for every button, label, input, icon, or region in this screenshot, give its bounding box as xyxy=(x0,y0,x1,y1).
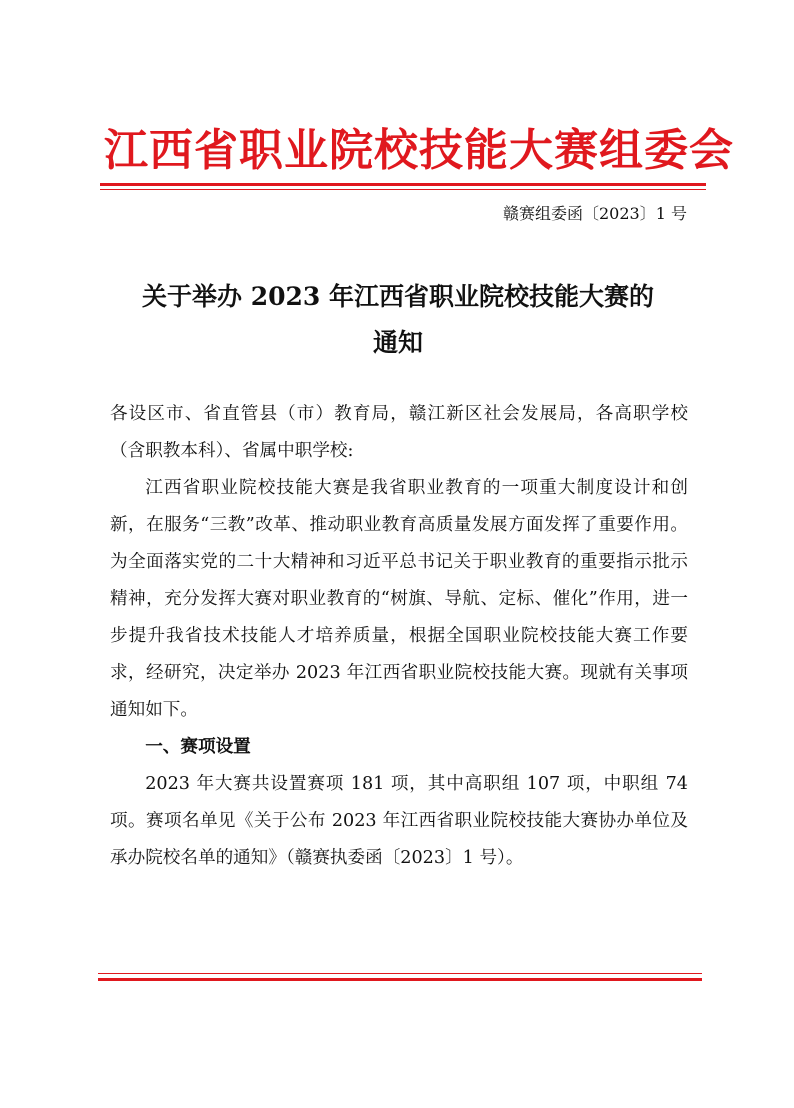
notice-title-line-2: 通知 xyxy=(372,328,423,357)
masthead-rule-thin xyxy=(100,189,706,190)
section-heading: 一、赛项设置 xyxy=(145,737,251,757)
footer-rule-thick xyxy=(98,978,702,981)
footer-rule-thin xyxy=(98,973,702,974)
document-number: 赣赛组委函〔2023〕1 号 xyxy=(503,204,687,223)
notice-title-line-1: 关于举办 2023 年江西省职业院校技能大赛的 xyxy=(142,282,654,311)
intro-paragraph: 江西省职业院校技能大赛是我省职业教育的一项重大制度设计和创新，在服务“三教”改革、推动职业教育高质量发展方面发挥了重要作用。为全面落实党的二十大精神和习近平总书记关于职业教育的重要指示批示精神，充分发挥大赛对职业教育的“树旗、导航、定标、催化”作用，进一步提升我省技术技能人才培养质量，根据全国职业院校技能大赛工作要求，经研究，决定举办 2023 年江西省职业院校技能大赛。现就有关事项通知如下。 xyxy=(110,478,688,720)
masthead-title: 江西省职业院校技能大赛组委会 xyxy=(104,125,734,176)
masthead-rule-thick xyxy=(100,183,706,186)
notice-title xyxy=(96,274,700,366)
section-paragraph: 2023 年大赛共设置赛项 181 项，其中高职组 107 项，中职组 74 项。赛项名单见《关于公布 2023 年江西省职业院校技能大赛协办单位及承办院校名单的通知》（赣赛执委函〔2023〕1 号）。 xyxy=(110,774,688,868)
salutation: 各设区市、省直管县（市）教育局，赣江新区社会发展局，各高职学校（含职教本科）、省属中职学校: xyxy=(110,404,688,461)
notice-body xyxy=(110,396,688,877)
